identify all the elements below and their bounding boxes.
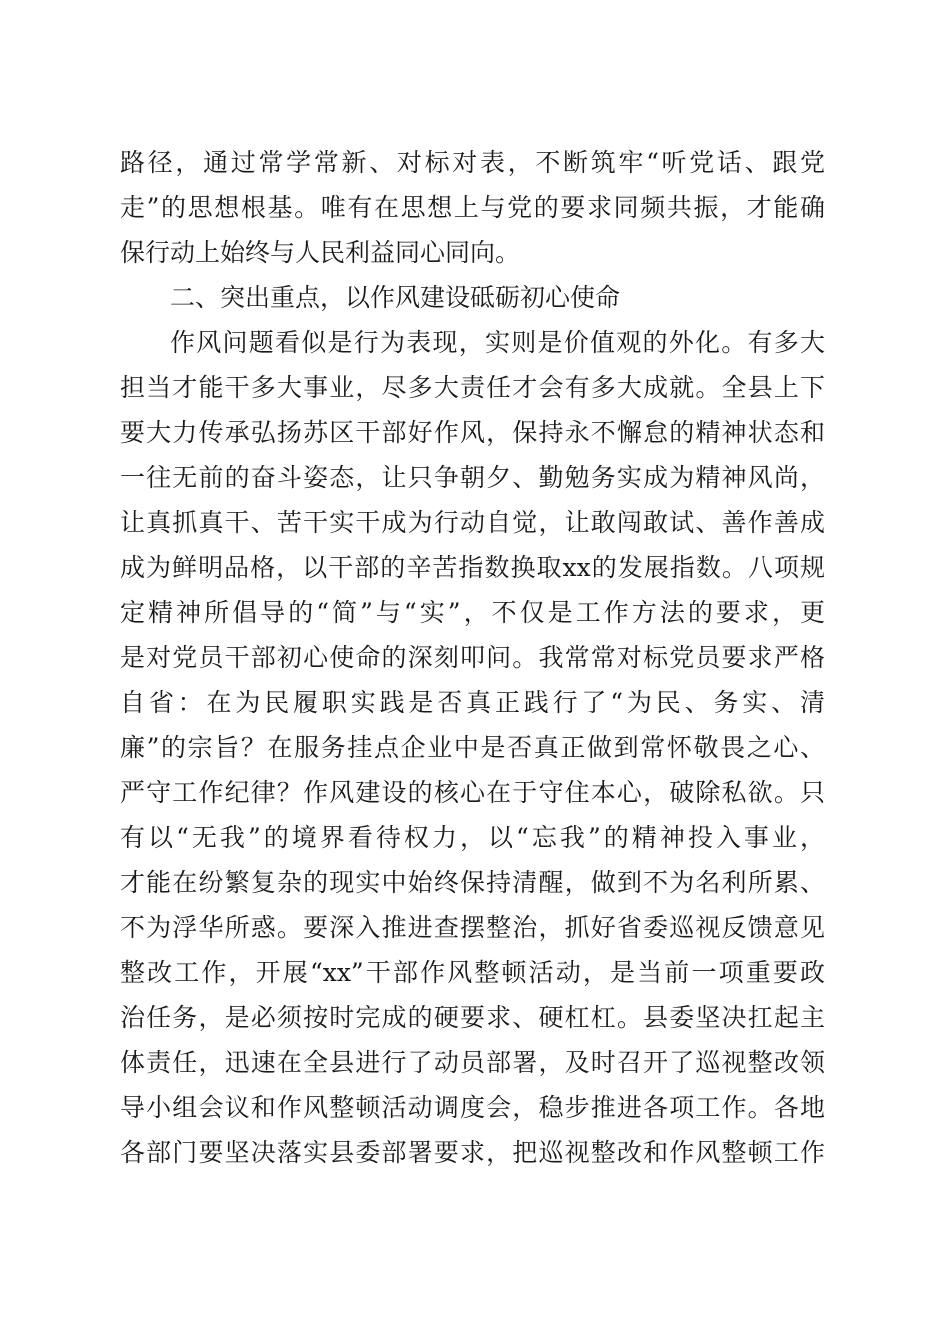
paragraph-line: 整改工作，开展“xx”干部作风整顿活动，是当前一项重要政 [120, 958, 825, 987]
paragraph-line: 成为鲜明品格，以干部的辛苦指数换取xx的发展指数。八项规 [120, 553, 825, 582]
paragraph-line: 才能在纷繁复杂的现实中始终保持清醒，做到不为名利所累、 [120, 868, 825, 897]
paragraph-line: 导小组会议和作风整顿活动调度会，稳步推进各项工作。各地 [120, 1093, 825, 1122]
paragraph-line: 体责任，迅速在全县进行了动员部署，及时召开了巡视整改领 [120, 1048, 825, 1077]
paragraph-line: 保行动上始终与人民利益同心同向。 [120, 238, 521, 267]
paragraph-line: 自省：在为民履职实践是否真正践行了“为民、务实、清 [120, 688, 825, 717]
paragraph-line: 让真抓真干、苦干实干成为行动自觉，让敢闯敢试、善作善成 [120, 508, 825, 537]
paragraph-line: 一往无前的奋斗姿态，让只争朝夕、勤勉务实成为精神风尚， [120, 463, 825, 492]
paragraph-line: 担当才能干多大事业，尽多大责任才会有多大成就。全县上下 [120, 373, 825, 402]
paragraph-line: 路径，通过常学常新、对标对表，不断筑牢“听党话、跟党 [120, 148, 825, 177]
paragraph-line: 治任务，是必须按时完成的硬要求、硬杠杠。县委坚决扛起主 [120, 1003, 825, 1032]
paragraph-line: 要大力传承弘扬苏区干部好作风，保持永不懈怠的精神状态和 [120, 418, 825, 447]
paragraph-line: 是对党员干部初心使命的深刻叩问。我常常对标党员要求严格 [120, 643, 825, 672]
paragraph-line: 各部门要坚决落实县委部署要求，把巡视整改和作风整顿工作 [120, 1138, 825, 1167]
paragraph-line: 不为浮华所惑。要深入推进查摆整治，抓好省委巡视反馈意见 [120, 913, 825, 942]
paragraph-line: 作风问题看似是行为表现，实则是价值观的外化。有多大 [170, 328, 825, 357]
paragraph-line: 有以“无我”的境界看待权力，以“忘我”的精神投入事业， [120, 823, 825, 852]
paragraph-line: 走”的思想根基。唯有在思想上与党的要求同频共振，才能确 [120, 193, 825, 222]
paragraph-line: 定精神所倡导的“简”与“实”，不仅是工作方法的要求，更 [120, 598, 825, 627]
paragraph-line: 严守工作纪律？作风建设的核心在于守住本心，破除私欲。只 [120, 778, 825, 807]
paragraph-line: 廉”的宗旨？在服务挂点企业中是否真正做到常怀敬畏之心、 [120, 733, 825, 762]
section-heading: 二、突出重点，以作风建设砥砺初心使命 [170, 283, 621, 312]
